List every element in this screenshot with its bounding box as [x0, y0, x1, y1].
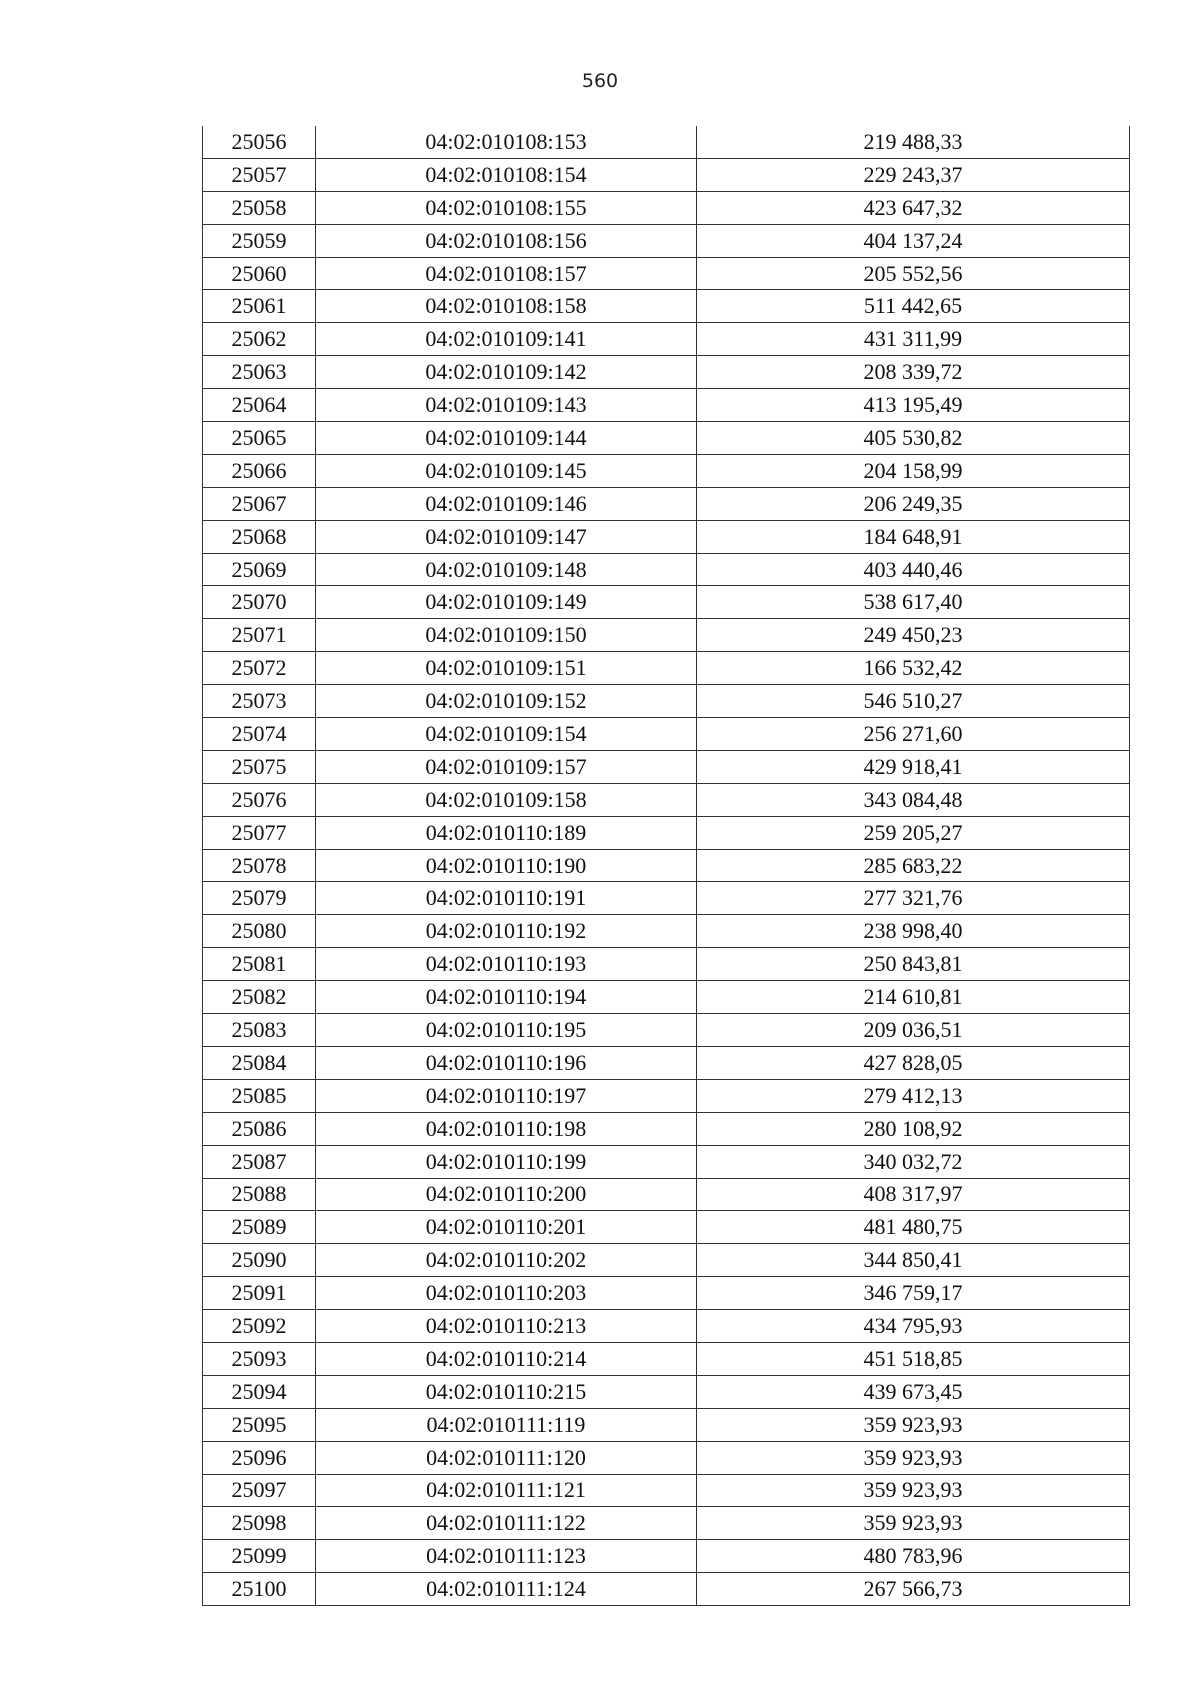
row-number-cell: 25066: [203, 454, 316, 487]
cadastral-number-cell: 04:02:010109:152: [316, 685, 697, 718]
cadastral-number-cell: 04:02:010110:189: [316, 816, 697, 849]
table-row: [203, 1408, 1130, 1441]
page-number: 560: [581, 70, 619, 92]
value-cell: 434 795,93: [697, 1310, 1130, 1343]
table-row: [203, 422, 1130, 455]
table-row: [203, 981, 1130, 1014]
value-cell: 280 108,92: [697, 1112, 1130, 1145]
cadastral-number-cell: 04:02:010111:119: [316, 1408, 697, 1441]
value-cell: 285 683,22: [697, 849, 1130, 882]
row-number-cell: 25089: [203, 1211, 316, 1244]
row-number-cell: 25068: [203, 520, 316, 553]
table-row: [203, 520, 1130, 553]
cadastral-number-cell: 04:02:010111:124: [316, 1573, 697, 1606]
table-row: [203, 1441, 1130, 1474]
value-cell: 166 532,42: [697, 652, 1130, 685]
row-number-cell: 25069: [203, 553, 316, 586]
value-cell: 340 032,72: [697, 1145, 1130, 1178]
table-row: [203, 915, 1130, 948]
row-number-cell: 25067: [203, 487, 316, 520]
table-row: [203, 1342, 1130, 1375]
table-row: [203, 389, 1130, 422]
value-cell: 538 617,40: [697, 586, 1130, 619]
value-cell: 267 566,73: [697, 1573, 1130, 1606]
table-row: [203, 1079, 1130, 1112]
table-row: [203, 1507, 1130, 1540]
row-number-cell: 25083: [203, 1014, 316, 1047]
cadastral-number-cell: 04:02:010110:203: [316, 1277, 697, 1310]
value-cell: 279 412,13: [697, 1079, 1130, 1112]
cadastral-number-cell: 04:02:010109:151: [316, 652, 697, 685]
value-cell: 359 923,93: [697, 1507, 1130, 1540]
row-number-cell: 25057: [203, 158, 316, 191]
row-number-cell: 25060: [203, 257, 316, 290]
row-number-cell: 25059: [203, 224, 316, 257]
cadastral-number-cell: 04:02:010110:193: [316, 948, 697, 981]
table-row: [203, 1540, 1130, 1573]
value-cell: 219 488,33: [697, 126, 1130, 158]
table-row: [203, 750, 1130, 783]
value-cell: 439 673,45: [697, 1375, 1130, 1408]
row-number-cell: 25093: [203, 1342, 316, 1375]
value-cell: 343 084,48: [697, 783, 1130, 816]
value-cell: 423 647,32: [697, 191, 1130, 224]
table-row: [203, 1145, 1130, 1178]
table-row: [203, 553, 1130, 586]
row-number-cell: 25078: [203, 849, 316, 882]
cadastral-number-cell: 04:02:010109:149: [316, 586, 697, 619]
value-cell: 229 243,37: [697, 158, 1130, 191]
cadastral-value-table: [202, 126, 1130, 1606]
cadastral-number-cell: 04:02:010110:191: [316, 882, 697, 915]
cadastral-number-cell: 04:02:010110:202: [316, 1244, 697, 1277]
cadastral-number-cell: 04:02:010109:145: [316, 454, 697, 487]
table-row: [203, 1244, 1130, 1277]
row-number-cell: 25070: [203, 586, 316, 619]
cadastral-number-cell: 04:02:010111:123: [316, 1540, 697, 1573]
value-cell: 184 648,91: [697, 520, 1130, 553]
value-cell: 344 850,41: [697, 1244, 1130, 1277]
row-number-cell: 25088: [203, 1178, 316, 1211]
value-cell: 451 518,85: [697, 1342, 1130, 1375]
table-row: [203, 783, 1130, 816]
value-cell: 429 918,41: [697, 750, 1130, 783]
value-cell: 427 828,05: [697, 1046, 1130, 1079]
table-row: [203, 1310, 1130, 1343]
table-row: [203, 158, 1130, 191]
value-cell: 208 339,72: [697, 356, 1130, 389]
cadastral-number-cell: 04:02:010111:122: [316, 1507, 697, 1540]
value-cell: 408 317,97: [697, 1178, 1130, 1211]
cadastral-number-cell: 04:02:010109:154: [316, 718, 697, 751]
value-cell: 204 158,99: [697, 454, 1130, 487]
table-row: [203, 257, 1130, 290]
value-cell: 480 783,96: [697, 1540, 1130, 1573]
cadastral-number-cell: 04:02:010108:157: [316, 257, 697, 290]
row-number-cell: 25097: [203, 1474, 316, 1507]
table-row: [203, 948, 1130, 981]
cadastral-number-cell: 04:02:010110:200: [316, 1178, 697, 1211]
row-number-cell: 25095: [203, 1408, 316, 1441]
value-cell: 256 271,60: [697, 718, 1130, 751]
table-row: [203, 718, 1130, 751]
cadastral-number-cell: 04:02:010110:199: [316, 1145, 697, 1178]
table-row: [203, 224, 1130, 257]
value-cell: 546 510,27: [697, 685, 1130, 718]
value-cell: 404 137,24: [697, 224, 1130, 257]
cadastral-number-cell: 04:02:010109:144: [316, 422, 697, 455]
value-cell: 359 923,93: [697, 1474, 1130, 1507]
cadastral-number-cell: 04:02:010108:153: [316, 126, 697, 158]
row-number-cell: 25099: [203, 1540, 316, 1573]
value-cell: 205 552,56: [697, 257, 1130, 290]
table-row: [203, 1014, 1130, 1047]
cadastral-number-cell: 04:02:010109:141: [316, 323, 697, 356]
row-number-cell: 25074: [203, 718, 316, 751]
row-number-cell: 25098: [203, 1507, 316, 1540]
row-number-cell: 25076: [203, 783, 316, 816]
value-cell: 249 450,23: [697, 619, 1130, 652]
cadastral-number-cell: 04:02:010110:201: [316, 1211, 697, 1244]
cadastral-number-cell: 04:02:010108:156: [316, 224, 697, 257]
table-row: [203, 1375, 1130, 1408]
table-row: [203, 1211, 1130, 1244]
cadastral-number-cell: 04:02:010111:120: [316, 1441, 697, 1474]
cadastral-number-cell: 04:02:010111:121: [316, 1474, 697, 1507]
value-cell: 206 249,35: [697, 487, 1130, 520]
table-row: [203, 454, 1130, 487]
cadastral-number-cell: 04:02:010109:148: [316, 553, 697, 586]
table-row: [203, 126, 1130, 158]
table-row: [203, 882, 1130, 915]
row-number-cell: 25092: [203, 1310, 316, 1343]
value-cell: 209 036,51: [697, 1014, 1130, 1047]
value-cell: 431 311,99: [697, 323, 1130, 356]
table-row: [203, 191, 1130, 224]
value-cell: 359 923,93: [697, 1441, 1130, 1474]
row-number-cell: 25061: [203, 290, 316, 323]
table-row: [203, 849, 1130, 882]
table-row: [203, 586, 1130, 619]
row-number-cell: 25065: [203, 422, 316, 455]
row-number-cell: 25077: [203, 816, 316, 849]
row-number-cell: 25064: [203, 389, 316, 422]
row-number-cell: 25072: [203, 652, 316, 685]
row-number-cell: 25090: [203, 1244, 316, 1277]
table-row: [203, 1046, 1130, 1079]
row-number-cell: 25096: [203, 1441, 316, 1474]
row-number-cell: 25063: [203, 356, 316, 389]
row-number-cell: 25085: [203, 1079, 316, 1112]
table-row: [203, 619, 1130, 652]
row-number-cell: 25058: [203, 191, 316, 224]
cadastral-number-cell: 04:02:010109:157: [316, 750, 697, 783]
row-number-cell: 25073: [203, 685, 316, 718]
row-number-cell: 25086: [203, 1112, 316, 1145]
value-cell: 250 843,81: [697, 948, 1130, 981]
cadastral-number-cell: 04:02:010109:142: [316, 356, 697, 389]
row-number-cell: 25084: [203, 1046, 316, 1079]
cadastral-number-cell: 04:02:010109:158: [316, 783, 697, 816]
table-row: [203, 1178, 1130, 1211]
cadastral-number-cell: 04:02:010110:213: [316, 1310, 697, 1343]
row-number-cell: 25080: [203, 915, 316, 948]
cadastral-number-cell: 04:02:010108:155: [316, 191, 697, 224]
row-number-cell: 25094: [203, 1375, 316, 1408]
cadastral-number-cell: 04:02:010110:196: [316, 1046, 697, 1079]
value-cell: 259 205,27: [697, 816, 1130, 849]
cadastral-number-cell: 04:02:010108:158: [316, 290, 697, 323]
row-number-cell: 25075: [203, 750, 316, 783]
cadastral-number-cell: 04:02:010110:192: [316, 915, 697, 948]
row-number-cell: 25091: [203, 1277, 316, 1310]
table-row: [203, 1474, 1130, 1507]
value-cell: 238 998,40: [697, 915, 1130, 948]
value-cell: 277 321,76: [697, 882, 1130, 915]
cadastral-number-cell: 04:02:010110:197: [316, 1079, 697, 1112]
table-row: [203, 816, 1130, 849]
table-row: [203, 487, 1130, 520]
table-row: [203, 652, 1130, 685]
row-number-cell: 25062: [203, 323, 316, 356]
row-number-cell: 25081: [203, 948, 316, 981]
table-row: [203, 1277, 1130, 1310]
cadastral-number-cell: 04:02:010110:194: [316, 981, 697, 1014]
table-row: [203, 356, 1130, 389]
table-row: [203, 1112, 1130, 1145]
row-number-cell: 25100: [203, 1573, 316, 1606]
value-cell: 511 442,65: [697, 290, 1130, 323]
cadastral-number-cell: 04:02:010110:215: [316, 1375, 697, 1408]
value-cell: 359 923,93: [697, 1408, 1130, 1441]
row-number-cell: 25087: [203, 1145, 316, 1178]
table-row: [203, 290, 1130, 323]
cadastral-number-cell: 04:02:010110:214: [316, 1342, 697, 1375]
table-row: [203, 685, 1130, 718]
row-number-cell: 25071: [203, 619, 316, 652]
cadastral-number-cell: 04:02:010108:154: [316, 158, 697, 191]
cadastral-number-cell: 04:02:010110:195: [316, 1014, 697, 1047]
value-cell: 214 610,81: [697, 981, 1130, 1014]
value-cell: 405 530,82: [697, 422, 1130, 455]
row-number-cell: 25079: [203, 882, 316, 915]
cadastral-number-cell: 04:02:010110:190: [316, 849, 697, 882]
table-row: [203, 323, 1130, 356]
table-body: [203, 126, 1130, 1606]
value-cell: 413 195,49: [697, 389, 1130, 422]
cadastral-number-cell: 04:02:010109:150: [316, 619, 697, 652]
cadastral-number-cell: 04:02:010109:147: [316, 520, 697, 553]
row-number-cell: 25056: [203, 126, 316, 158]
value-cell: 346 759,17: [697, 1277, 1130, 1310]
table-row: [203, 1573, 1130, 1606]
cadastral-number-cell: 04:02:010109:143: [316, 389, 697, 422]
row-number-cell: 25082: [203, 981, 316, 1014]
value-cell: 481 480,75: [697, 1211, 1130, 1244]
cadastral-number-cell: 04:02:010110:198: [316, 1112, 697, 1145]
value-cell: 403 440,46: [697, 553, 1130, 586]
cadastral-number-cell: 04:02:010109:146: [316, 487, 697, 520]
